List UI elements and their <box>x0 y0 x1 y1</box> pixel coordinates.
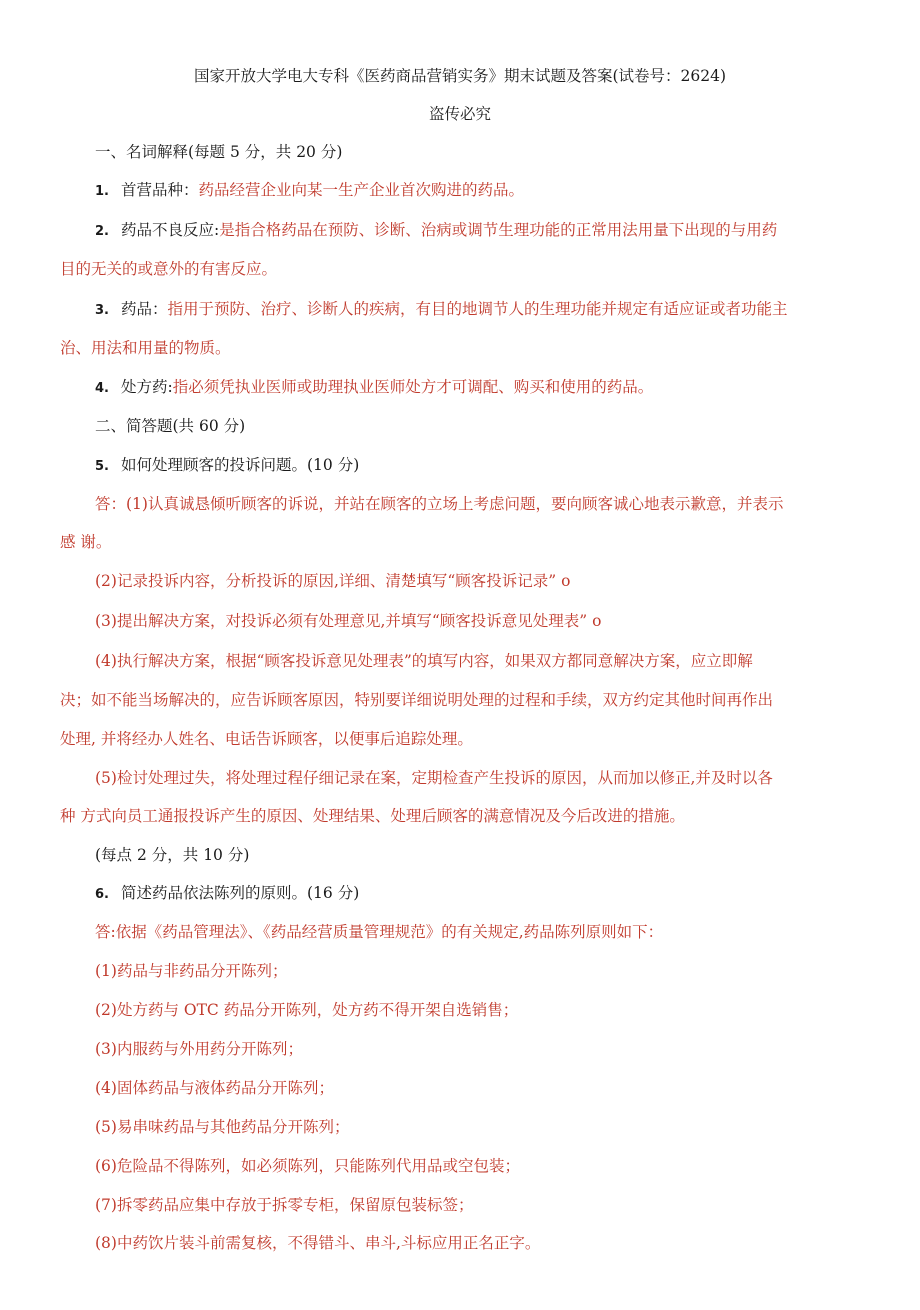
definition-text: 指用于预防、治疗、诊断人的疾病，有目的地调节人的生理功能并规定有适应证或者功能主 <box>167 300 788 318</box>
question-6 <box>95 883 359 905</box>
definition-text-cont: 治、用法和用量的物质。 <box>60 339 231 357</box>
definition-term: 首营品种： <box>121 181 199 199</box>
section1-heading: 一、名词解释(每题 5 分，共 20 分) <box>95 143 343 161</box>
answer-5-point-4: (4)执行解决方案，根据“顾客投诉意见处理表”的填写内容，如果双方都同意解决方案，应立即解 <box>95 652 753 670</box>
section2-heading: 二、简答题(共 60 分) <box>95 417 246 435</box>
answer-6-point: (3)内服药与外用药分开陈列； <box>95 1040 303 1058</box>
answer-6-point: (6)危险品不得陈列，如必须陈列，只能陈列代用品或空包装； <box>95 1157 520 1175</box>
question-number: 6. <box>95 887 109 902</box>
answer-5-point-5: (5)检讨处理过失，将处理过程仔细记录在案，定期检查产生投诉的原因，从而加以修正,并及时以各 <box>95 769 773 787</box>
question-text: 简述药品依法陈列的原则。(16 分) <box>121 884 360 902</box>
definition-text-cont: 目的无关的或意外的有害反应。 <box>60 260 278 278</box>
definition-text: 指必须凭执业医师或助理执业医师处方才可调配、购买和使用的药品。 <box>172 378 654 396</box>
answer-6-intro: 答:依据《药品管理法》、《药品经营质量管理规范》的有关规定,药品陈列原则如下： <box>95 923 664 941</box>
answer-6-point: (1)药品与非药品分开陈列； <box>95 962 288 980</box>
answer-5-point-3: (3)提出解决方案，对投诉必须有处理意见,并填写“顾客投诉意见处理表” o <box>95 612 602 630</box>
score-note: (每点 2 分，共 10 分) <box>95 846 250 864</box>
document-subtitle: 盗传必究 <box>428 105 491 123</box>
definition-item-4 <box>95 377 653 399</box>
item-number: 1. <box>95 184 109 199</box>
definition-item-2 <box>95 220 777 242</box>
answer-5-point-1-cont: 感 谢。 <box>60 533 112 551</box>
definition-text: 药品经营企业向某一生产企业首次购进的药品。 <box>198 181 525 199</box>
definition-item-3 <box>95 299 788 321</box>
answer-6-point: (8)中药饮片装斗前需复核，不得错斗、串斗,斗标应用正名正字。 <box>95 1234 541 1252</box>
answer-5-point-4-cont: 处理, 并将经办人姓名、电话告诉顾客，以便事后追踪处理。 <box>60 730 473 748</box>
definition-text: 是指合格药品在预防、诊断、治病或调节生理功能的正常用法用量下出现的与用药 <box>219 221 778 239</box>
definition-term: 处方药: <box>121 378 173 396</box>
item-number: 3. <box>95 303 109 318</box>
document-title: 国家开放大学电大专科《医药商品营销实务》期末试题及答案(试卷号：2624) <box>193 67 727 85</box>
answer-6-point: (5)易串味药品与其他药品分开陈列； <box>95 1118 350 1136</box>
definition-term: 药品： <box>121 300 168 318</box>
answer-6-point: (7)拆零药品应集中存放于拆零专柜，保留原包装标签； <box>95 1196 474 1214</box>
question-5 <box>95 455 359 477</box>
question-number: 5. <box>95 459 109 474</box>
definition-term: 药品不良反应: <box>121 221 220 239</box>
answer-5-point-5-cont: 种 方式向员工通报投诉产生的原因、处理结果、处理后顾客的满意情况及今后改进的措施。 <box>60 807 685 825</box>
answer-5-point-1: 答：(1)认真诚恳倾听顾客的诉说，并站在顾客的立场上考虑问题，要向顾客诚心地表示歉意，并表示 <box>95 495 784 513</box>
item-number: 2. <box>95 224 109 239</box>
answer-6-point: (2)处方药与 OTC 药品分开陈列，处方药不得开架自选销售； <box>95 1001 519 1019</box>
answer-6-point: (4)固体药品与液体药品分开陈列； <box>95 1079 334 1097</box>
question-text: 如何处理顾客的投诉问题。(10 分) <box>121 456 360 474</box>
answer-5-point-2: (2)记录投诉内容，分析投诉的原因,详细、清楚填写“顾客投诉记录” o <box>95 572 571 590</box>
definition-item-1 <box>95 180 524 202</box>
answer-5-point-4-cont: 决；如不能当场解决的，应告诉顾客原因，特别要详细说明处理的过程和手续，双方约定其他时间再作出 <box>60 691 774 709</box>
item-number: 4. <box>95 381 109 396</box>
